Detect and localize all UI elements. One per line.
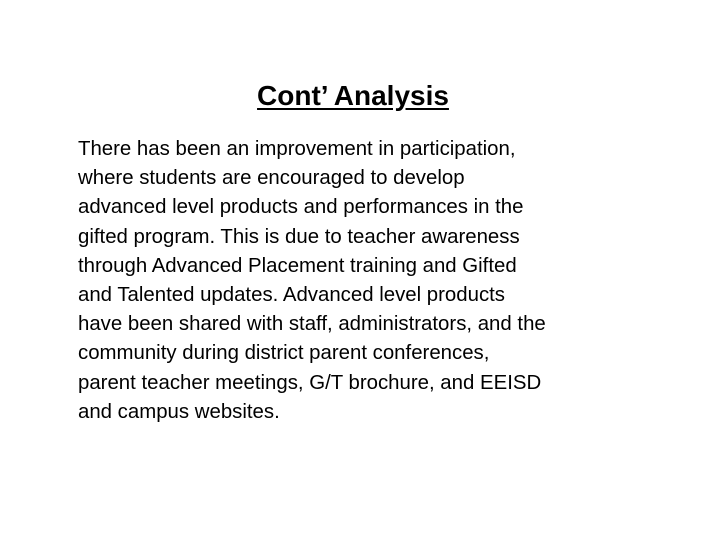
slide-title: Cont’ Analysis [257, 80, 449, 111]
body-line: There has been an improvement in participation, [78, 138, 516, 160]
body-line: through Advanced Placement training and Gifted [78, 254, 517, 277]
body-line: where students are encouraged to develop [78, 167, 465, 190]
body-line: gifted program. This is due to teacher awareness [78, 225, 520, 248]
body-line: community during district parent conferences, [78, 342, 490, 365]
body-line: have been shared with staff, administrators, and the [78, 313, 546, 336]
body-line: advanced level products and performances in the [78, 196, 524, 219]
body-line: and Talented updates. Advanced level products [78, 284, 506, 307]
body-line: parent teacher meetings, G/T brochure, and EEISD [78, 371, 542, 394]
slide-body-paragraph [78, 135, 638, 427]
body-line: and campus websites. [78, 400, 280, 423]
